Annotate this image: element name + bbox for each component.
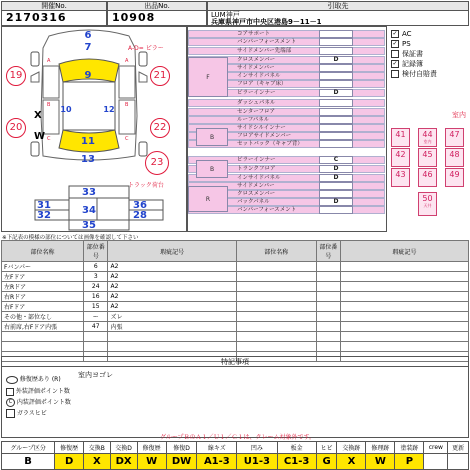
parts-table-cell [316, 332, 340, 342]
room-cell[interactable] [445, 168, 464, 187]
component-label: コアサポート [237, 31, 271, 37]
truck-cell-35[interactable]: 35 [82, 220, 96, 231]
component-damage-cell[interactable] [319, 72, 353, 80]
circle-20[interactable]: 20 [6, 118, 26, 138]
svg-text:C: C [125, 136, 129, 142]
buyer-box [207, 10, 469, 26]
component-row[interactable] [188, 38, 385, 46]
parts-table-cell [341, 302, 469, 312]
buyer-name: LUM神戸 [211, 11, 240, 19]
component-damage-cell[interactable]: D [319, 56, 353, 64]
component-damage-cell[interactable] [319, 124, 353, 132]
component-damage-cell[interactable]: D [319, 198, 353, 206]
component-label: ピラーインナー [237, 157, 276, 163]
summary-value-cell: D [55, 454, 84, 470]
legend-glass: ガラスヒビ [6, 408, 47, 418]
zone-6[interactable]: 6 [84, 30, 92, 41]
room-number: 45 [422, 150, 433, 159]
svg-text:A: A [125, 58, 129, 64]
parts-table-cell [236, 262, 316, 272]
parts-table-cell [316, 282, 340, 292]
option-ps[interactable]: ✓ PS [392, 40, 411, 48]
buyer-label: 引取先 [207, 1, 469, 11]
door-right-front [119, 66, 135, 98]
parts-table-cell: 左Rドア [2, 282, 84, 292]
square-icon [6, 388, 14, 396]
summary-value-cell: B [2, 454, 55, 470]
triangle-icon [6, 409, 15, 418]
component-row[interactable] [188, 108, 385, 116]
parts-table-cell [83, 342, 107, 352]
parts-table-cell [236, 272, 316, 282]
parts-table-cell [341, 322, 469, 332]
room-cell[interactable] [391, 128, 410, 147]
parts-table-cell: 15 [83, 302, 107, 312]
diagram-note: ※下記表の模様の部位については画像を確認して下さい [2, 235, 139, 241]
parts-table-row [2, 312, 469, 322]
parts-table-cell [316, 292, 340, 302]
option-records[interactable]: ✓ 記録簿 [392, 60, 423, 68]
option-warranty[interactable]: 保証書 [391, 50, 423, 59]
zone-13[interactable]: 13 [81, 154, 95, 165]
component-label: バンパーフォースメント [237, 207, 297, 213]
component-damage-cell[interactable] [319, 38, 353, 46]
lot-number-value: 2170316 [1, 10, 107, 26]
summary-value-cell: U1-3 [237, 454, 277, 470]
summary-value-cell: DW [166, 454, 197, 470]
truck-cell-31[interactable]: 31 [37, 200, 51, 211]
component-damage-cell[interactable] [319, 30, 353, 38]
summary-value-cell: X [84, 454, 110, 470]
parts-table-cell [236, 332, 316, 342]
parts-table-row [2, 322, 469, 332]
truck-bed-label: トラック荷台 [128, 182, 164, 189]
group-r-frame: R [188, 186, 228, 212]
parts-table-row [2, 272, 469, 282]
zone-7[interactable]: 7 [84, 42, 92, 53]
legend-exterior: 外装評価ポイント数 [6, 386, 70, 396]
parts-table-header: 部位名称 部位番号 瑕疵記号 部位名称 部位番号 瑕疵記号 [2, 241, 469, 262]
parts-table-cell: その他・部位なし [2, 312, 84, 322]
room-number: 43 [395, 170, 406, 179]
parts-table-cell [236, 312, 316, 322]
circle-23[interactable]: 23 [145, 151, 169, 175]
parts-table-cell [341, 312, 469, 322]
summary-value-cell: C1-3 [277, 454, 316, 470]
circle-c-icon: C [6, 398, 15, 407]
group-b1-frame: B [196, 160, 228, 178]
summary-values-row [2, 454, 469, 470]
component-row[interactable] [188, 99, 385, 107]
wheel-front-left [31, 52, 39, 66]
component-label: ダッシュパネル [237, 100, 276, 106]
component-row[interactable] [188, 30, 385, 38]
room-sub-label: 室内 [423, 139, 432, 144]
truck-cell-32[interactable]: 32 [37, 210, 51, 221]
legend-repair: 修復歴あり (R) [6, 374, 61, 384]
summary-header-cell: 線キズ [197, 442, 237, 454]
exhibit-number-value: 10908 [107, 10, 207, 26]
summary-header-cell: 修復D [166, 442, 197, 454]
component-row[interactable] [188, 47, 385, 55]
component-label: バンパーフォースメント [237, 39, 297, 45]
option-ac[interactable]: ✓ AC [392, 30, 412, 38]
summary-header-cell: 修復歴 [137, 442, 166, 454]
legend-interior: C 内装評価ポイント数 [6, 397, 71, 407]
parts-table-cell: ズレ [108, 312, 236, 322]
svg-text:A: A [47, 58, 51, 64]
component-label: セットバック（キャブ背） [237, 141, 303, 147]
component-damage-cell[interactable] [319, 47, 353, 55]
remarks-panel [1, 356, 469, 438]
parts-table-cell: 6 [83, 262, 107, 272]
component-damage-cell[interactable] [319, 182, 353, 190]
component-damage-cell[interactable]: D [319, 165, 353, 173]
summary-value-cell: A1-3 [197, 454, 237, 470]
zone-9[interactable]: 9 [84, 70, 92, 81]
component-label: インサイドパネル [237, 73, 281, 79]
component-damage-cell[interactable]: D [319, 89, 353, 97]
parts-table-row [2, 282, 469, 292]
parts-table-cell: A2 [108, 262, 236, 272]
interior-title: 室内 [452, 111, 466, 119]
truck-bed-outline [69, 186, 129, 230]
component-label: クロスメンバー [237, 57, 276, 63]
component-damage-cell[interactable] [319, 116, 353, 124]
component-label: ルーフパネル [237, 117, 270, 123]
room-number: 49 [449, 170, 460, 179]
zone-11[interactable]: 11 [81, 136, 95, 147]
component-damage-cell[interactable]: C [319, 156, 353, 164]
room-number: 42 [395, 150, 406, 159]
remarks-divider [1, 366, 469, 367]
component-label: インサイドパネル [237, 175, 281, 181]
parts-table-cell: 16 [83, 292, 107, 302]
buyer-address: 兵庫県神戸市中央区港島9－11－1 [211, 18, 322, 26]
svg-text:B: B [47, 102, 51, 108]
summary-header-cell: 交換B [84, 442, 110, 454]
parts-table-cell: 左Fドア [2, 272, 84, 282]
component-damage-cell[interactable] [319, 140, 353, 148]
parts-table-cell [341, 282, 469, 292]
option-inspection[interactable]: 検付自賠責 [391, 70, 437, 79]
summary-header-cell: crew [424, 442, 448, 454]
remarks-text: 室内ヨゴレ [78, 371, 113, 379]
parts-table-cell: 右前席,右Fドア内張 [2, 322, 84, 332]
summary-header-cell: 修復歴 [55, 442, 84, 454]
summary-header-cell: ヒビ [316, 442, 337, 454]
parts-table-row [2, 342, 469, 352]
parts-table-cell [316, 342, 340, 352]
parts-table-cell: 内張 [108, 322, 236, 332]
component-label: サイドメンバー先端部 [237, 48, 292, 54]
group-b2-frame: B [196, 128, 228, 146]
svg-text:B: B [125, 102, 129, 108]
parts-table-cell [316, 272, 340, 282]
summary-header-cell: 修理跡 [366, 442, 395, 454]
circle-21[interactable]: 21 [150, 66, 170, 86]
component-damage-cell[interactable] [319, 64, 353, 72]
parts-table-cell: 47 [83, 322, 107, 332]
component-label: サイドシルインナー [237, 125, 286, 131]
component-damage-cell[interactable] [319, 132, 353, 140]
parts-table-cell: ー [83, 312, 107, 322]
parts-table-cell [316, 312, 340, 322]
remarks-title: 特記事項 [221, 358, 249, 366]
parts-table-cell [2, 342, 84, 352]
component-label: サイドメンバー [237, 65, 275, 71]
summary-value-cell: W [366, 454, 395, 470]
parts-table-cell [236, 322, 316, 332]
circle-22[interactable]: 22 [150, 118, 170, 138]
wheel-rear-left [31, 142, 39, 156]
parts-table-cell [236, 282, 316, 292]
zone-12[interactable]: 12 [103, 105, 115, 114]
mirror-right [139, 72, 147, 82]
svg-text:C: C [47, 136, 51, 142]
parts-table-row [2, 332, 469, 342]
wheel-rear-right [139, 142, 147, 156]
truck-cell-34[interactable]: 34 [82, 205, 96, 216]
parts-table-cell: A2 [108, 302, 236, 312]
component-damage-cell[interactable] [319, 108, 353, 116]
parts-table-cell: A2 [108, 292, 236, 302]
component-damage-cell[interactable] [319, 80, 353, 88]
room-number: 48 [449, 150, 460, 159]
component-label: クロスメンバー [237, 191, 276, 197]
parts-table-cell: 24 [83, 282, 107, 292]
parts-table-cell [83, 332, 107, 342]
component-damage-cell[interactable] [319, 206, 353, 214]
room-50[interactable]: 50 天井 [418, 192, 437, 216]
truck-cell-36[interactable]: 36 [133, 200, 147, 211]
parts-table-cell: Fバンパー [2, 262, 84, 272]
summary-header-cell: 凹み [237, 442, 277, 454]
parts-table [1, 240, 469, 362]
repair-circle-icon [6, 376, 18, 384]
summary-header-cell: 板金 [277, 442, 316, 454]
circle-19[interactable]: 19 [6, 66, 26, 86]
parts-table-cell [2, 332, 84, 342]
summary-header-cell: 交換跡 [337, 442, 366, 454]
truck-cell-28[interactable]: 28 [133, 210, 147, 221]
door-left-front [43, 66, 59, 98]
room-number: 41 [395, 130, 406, 139]
damage-mark-x: X [34, 110, 42, 121]
parts-table-cell [341, 262, 469, 272]
parts-table-cell [341, 292, 469, 302]
summary-value-cell: P [395, 454, 424, 470]
component-label: センターフロア [237, 109, 276, 115]
group-f-frame: F [188, 57, 228, 97]
zone-10[interactable]: 10 [60, 105, 72, 114]
parts-table-cell [108, 342, 236, 352]
component-row[interactable] [188, 116, 385, 124]
ad-pillar-label: A-D= ピラー [128, 45, 164, 52]
parts-table-cell [316, 302, 340, 312]
parts-table-row [2, 302, 469, 312]
summary-value-cell [424, 454, 448, 470]
room-cell[interactable] [445, 128, 464, 147]
summary-value-cell: X [337, 454, 366, 470]
component-label: サイドメンバー [237, 183, 275, 189]
room-cell[interactable] [445, 148, 464, 167]
room-number: 44 [422, 130, 433, 139]
parts-table-cell: A2 [108, 272, 236, 282]
lot-number-label: 開催No. [1, 1, 107, 11]
parts-table-cell [316, 262, 340, 272]
parts-table-cell [108, 332, 236, 342]
component-damage-cell[interactable] [319, 190, 353, 198]
summary-header-cell: グループ区分 [2, 442, 55, 454]
room-cell[interactable] [418, 168, 437, 187]
parts-table-cell [236, 302, 316, 312]
parts-table-cell [341, 272, 469, 282]
parts-table-cell [236, 342, 316, 352]
component-label: バックパネル [237, 199, 270, 205]
parts-table-cell: A2 [108, 282, 236, 292]
checkbox-icon[interactable]: ✓ [392, 40, 398, 47]
component-label: ピラーインナー [237, 90, 276, 96]
summary-header-cell: 更新 [448, 442, 469, 454]
parts-table-row [2, 292, 469, 302]
parts-table-cell [236, 292, 316, 302]
checkbox-icon[interactable] [391, 50, 399, 58]
room-number: 47 [449, 130, 460, 139]
checkbox-icon[interactable] [391, 70, 399, 78]
summary-header-row [2, 442, 469, 454]
damage-mark-w: W [34, 131, 46, 142]
summary-table [1, 441, 469, 470]
component-damage-cell[interactable]: D [319, 174, 353, 182]
component-damage-cell[interactable] [319, 99, 353, 107]
exhibit-number-label: 出品No. [107, 1, 207, 11]
checkbox-icon[interactable]: ✓ [392, 30, 398, 37]
room-cell[interactable] [418, 148, 437, 167]
summary-header-cell: 塗装跡 [395, 442, 424, 454]
component-label: フロア（キャブ床） [237, 81, 287, 87]
room-cell[interactable] [391, 148, 410, 167]
wheel-front-right [139, 52, 147, 66]
room-number: 46 [422, 170, 433, 179]
summary-header-cell: 交換D [110, 442, 137, 454]
summary-value-cell: W [137, 454, 166, 470]
room-cell[interactable] [418, 128, 437, 147]
parts-table-cell: 右Fドア [2, 302, 84, 312]
summary-value-cell: DX [110, 454, 137, 470]
mirror-left [31, 72, 39, 82]
summary-value-cell: G [316, 454, 337, 470]
parts-table-cell [316, 322, 340, 332]
component-label: トランクフロア [237, 166, 276, 172]
room-cell[interactable] [391, 168, 410, 187]
parts-table-cell [341, 342, 469, 352]
summary-value-cell [448, 454, 469, 470]
checkbox-icon[interactable]: ✓ [392, 60, 398, 67]
group-note: グループＢのＡ１／Ｕ１／Ｃ１は、クレーム対象外です。 [160, 434, 316, 441]
parts-table-row [2, 262, 469, 272]
parts-table-cell: 3 [83, 272, 107, 282]
component-label: フロアサイドメンバー [237, 133, 292, 139]
truck-cell-33[interactable]: 33 [82, 187, 96, 198]
parts-table-cell [341, 332, 469, 342]
parts-table-cell: 右Rドア [2, 292, 84, 302]
